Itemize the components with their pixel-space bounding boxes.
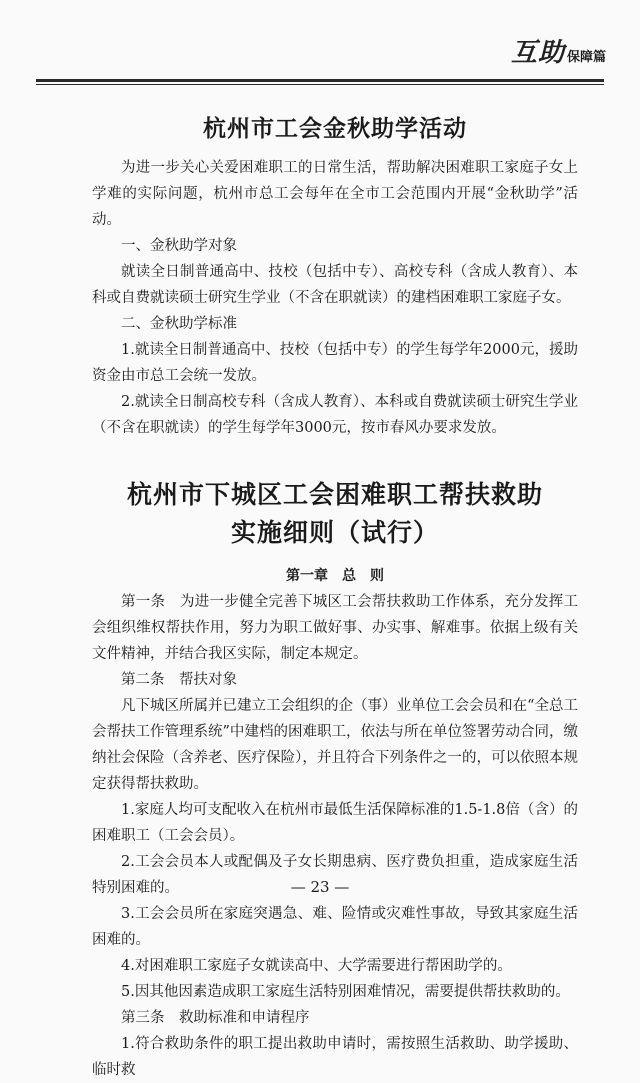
paragraph: 3.工会会员所在家庭突遇急、难、险情或灾难性事故，导致其家庭生活困难的。	[92, 906, 578, 948]
paragraph: 1.符合救助条件的职工提出救助申请时，需按照生活救助、助学援助、临时救	[92, 1036, 578, 1078]
paragraph: 2.工会会员本人或配偶及子女长期患病、医疗费负担重，造成家庭生活特别困难的。	[92, 854, 578, 896]
paragraph: 2.就读全日制高校专科（含成人教育）、本科或自费就读硕士研究生学业（不含在职就读）的学生每学年3000元，按市春风办要求发放。	[92, 394, 578, 436]
brand-sub: 保障篇	[566, 50, 606, 65]
paragraph: 就读全日制普通高中、技校（包括中专）、高校专科（含成人教育）、本科或自费就读硕士研究生学业（不含在职就读）的建档困难职工家庭子女。	[92, 264, 578, 306]
paragraph: 1.就读全日制普通高中、技校（包括中专）的学生每学年2000元，援助资金由市总工会统一发放。	[92, 342, 578, 384]
paragraph: 为进一步关心关爱困难职工的日常生活，帮助解决困难职工家庭子女上学难的实际问题，杭州市总工会每年在全市工会范围内开展“金秋助学”活动。	[92, 160, 578, 228]
section2-title-line2: 实施细则（试行）	[230, 518, 439, 547]
chapter-heading: 第一章 总 则	[286, 568, 384, 584]
page-number: — 23 —	[290, 878, 350, 896]
paragraph: 1.家庭人均可支配收入在杭州市最低生活保障标准的1.5-1.8倍（含）的困难职工（工会会员）。	[92, 802, 578, 844]
page-content	[92, 110, 578, 1083]
paragraph: 5.因其他因素造成职工家庭生活特别困难情况，需要提供帮扶救助的。	[121, 984, 570, 1000]
paragraph: 第三条 救助标准和申请程序	[121, 1010, 310, 1026]
header-rule-thin	[36, 84, 604, 85]
header-rule	[36, 79, 604, 82]
section1-title: 杭州市工会金秋助学活动	[203, 115, 467, 142]
paragraph: 一、金秋助学对象	[121, 238, 237, 254]
paragraph: 4.对困难职工家庭子女就读高中、大学需要进行帮困助学的。	[121, 958, 512, 974]
paragraph: 二、金秋助学标准	[121, 316, 237, 332]
brand-main: 互助	[510, 38, 565, 68]
paragraph: 第二条 帮扶对象	[121, 672, 237, 688]
section2-title-line1: 杭州市下城区工会困难职工帮扶救助	[126, 480, 543, 509]
section-brand	[511, 40, 606, 66]
paragraph: 第一条 为进一步健全完善下城区工会帮扶救助工作体系，充分发挥工会组织维权帮扶作用，努力为职工做好事、办实事、解难事。依据上级有关文件精神，并结合我区实际，制定本规定。	[92, 594, 578, 662]
paragraph: 凡下城区所属并已建立工会组织的企（事）业单位工会会员和在“全总工会帮扶工作管理系统”中建档的困难职工，依法与所在单位签署劳动合同，缴纳社会保险（含养老、医疗保险），并且符合下列条件之一的，可以依照本规定获得帮扶救助。	[92, 698, 578, 792]
